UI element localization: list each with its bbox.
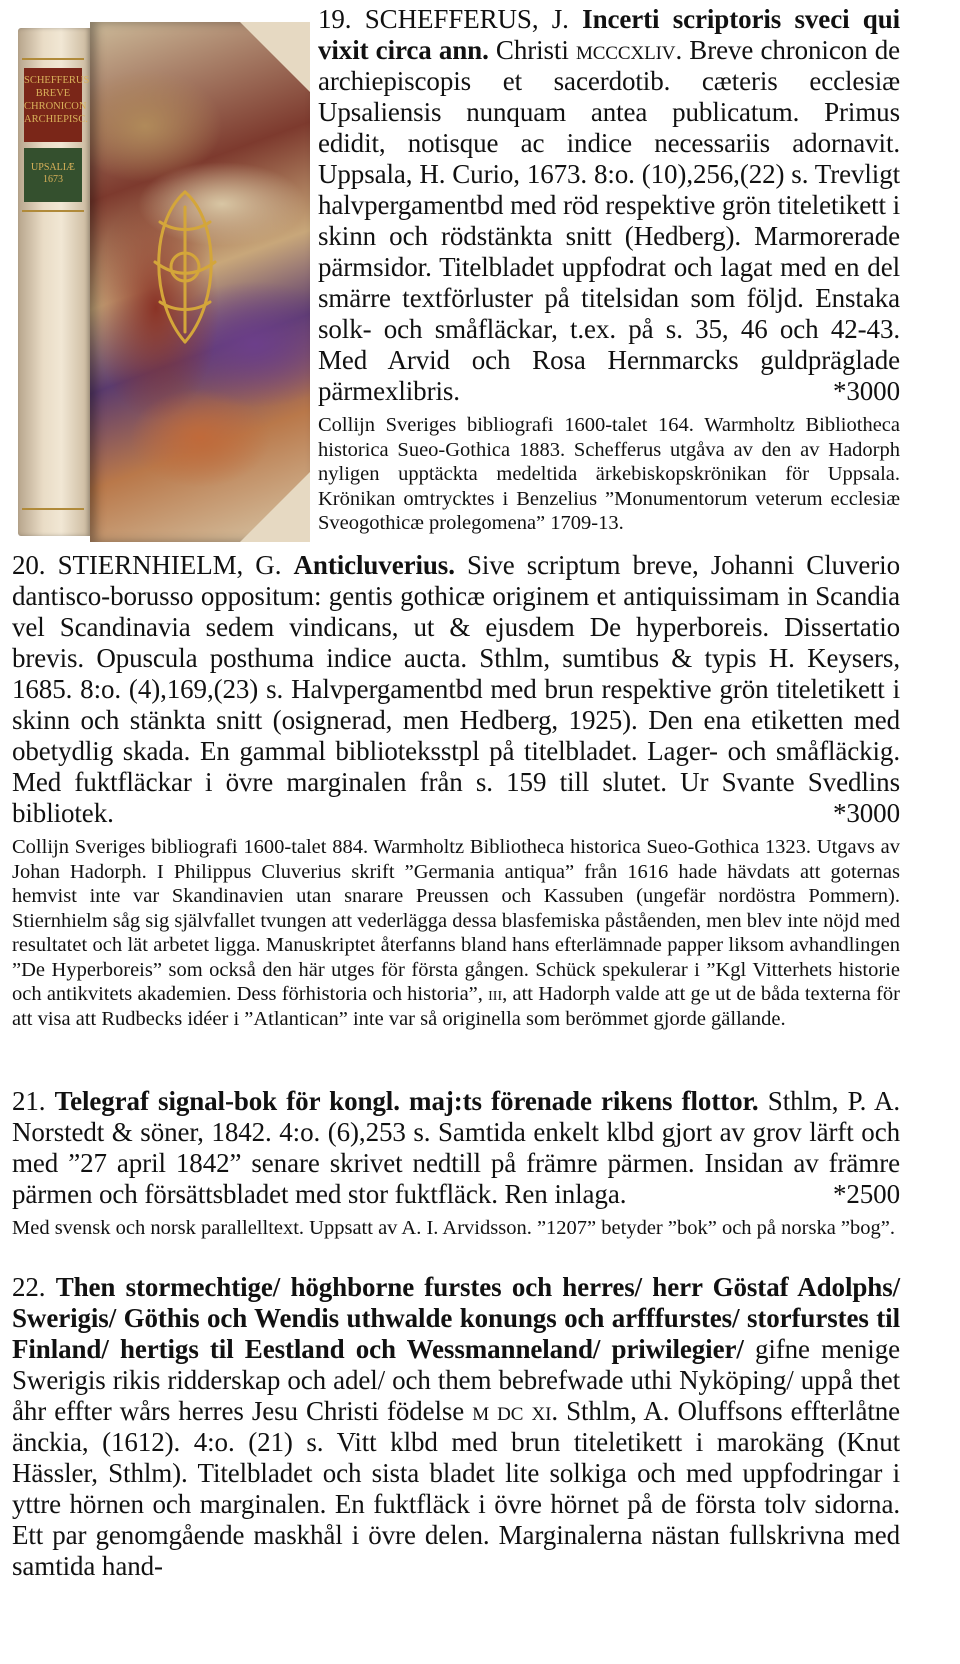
entry-price: *3000: [832, 376, 900, 406]
entry-main-text: [12, 1272, 900, 1582]
entry-number: 21.: [12, 1086, 46, 1116]
catalog-entry-20: [12, 550, 900, 1031]
entry-note-text: , att Hadorph valde att ge ut de båda texterna för att visa att Rudbecks idéer i ”Atlantican” inte var så originella som berömmet gjorde gällande.: [12, 983, 900, 1030]
entry-main-text: [12, 550, 900, 829]
entry-number: 22.: [12, 1272, 46, 1302]
spine-label-green: UPSALIÆ 1673: [24, 148, 82, 202]
spine-gilt-band: [22, 58, 84, 60]
entry-note: [12, 835, 900, 1031]
entry-title: Incerti scriptoris sveci qui vixit circa ann.: [318, 4, 901, 65]
entry-main-text: [318, 4, 900, 407]
entry-author: STIERNHIELM, G.: [57, 550, 282, 580]
gilt-exlibris-icon: [130, 182, 240, 352]
spine-gilt-band: [22, 508, 84, 510]
book-spine: [18, 28, 90, 536]
entry-roman-numeral: m dc xi: [472, 1396, 552, 1426]
entry-text: Christi: [488, 35, 576, 65]
entry-author: SCHEFFERUS, J.: [364, 4, 569, 34]
entry-note: Collijn Sveriges bibliografi 1600-talet 164. Warmholtz Bibliotheca historica Sueo-Gothica 1883. Schefferus utgåva av den av Hadorph nyligen upptäckta medeltida ärkebiskopskrönikan för Uppsala. Krönikan omtrycktes i Benzelius ”Monumentorum veterum ecclesiæ Sveogothicæ prolegomena” 1709-13.: [318, 414, 900, 534]
catalog-entry-19: [318, 4, 900, 536]
catalog-entry-22: [12, 1272, 900, 1582]
entry-note: Med svensk och norsk parallelltext. Uppsatt av A. I. Arvidsson. ”1207” betyder ”bok” och på norska ”bog”.: [12, 1217, 895, 1239]
entry-title: Telegraf signal-bok för kongl. maj:ts förenade rikens flottor.: [54, 1086, 759, 1116]
entry-note-text: Collijn Sveriges bibliografi 1600-talet 884. Warmholtz Bibliotheca historica Sueo-Gothica 1323. Utgavs av Johan Hadorph. I Philippus Cluverius skrift ”Germania antiqua” från 1616 hade hävdats att goternas hemvist inte var Skandinavien utan snarare Preussen och Kassuben (ungefär nordöstra Pommern). Stiernhielm såg sig självfallet tvungen att vederlägga dessa blasfemiska påståenden, men blev inte nöjd med resultatet och lät arbetet ligga. Manuskriptet återfanns bland hans efterlämnade papper liksom avhandlingen ”De Hyperboreis” som också den här utges för första gången. Schück spekulerar i ”Kgl Vitterhets historie och antikvitets akademien. Dess förhistoria och historia”,: [12, 836, 900, 1005]
entry-roman-numeral: iii: [488, 983, 503, 1005]
entry-text: . Sthlm, A. Oluffsons effterlåtne änckia, (1612). 4:o. (21) s. Vitt klbd med brun titeletikett i marokäng (Knut Hässler, Sthlm). Titelbladet och sista bladet lite solkiga och med uppfodringar i yttre hörnen och marginalen. En fuktfläck i övre hörnet på de första tolv sidorna. Ett par genomgående maskhål i övre delen. Marginalerna nästan fullskrivna med samtida hand-: [12, 1396, 901, 1581]
vellum-corner-bottom: [240, 472, 310, 542]
entry-title: Anticluverius.: [293, 550, 455, 580]
entry-number: 20.: [12, 550, 46, 580]
book-photo: [18, 22, 310, 542]
entry-text: Sthlm, P. A. Norstedt & söner, 1842. 4:o. (6),253 s. Samtida enkelt klbd gjort av grov lärft och med ”27 april 1842” senare skrivet nedtill på främre pärmen. Insidan av främre pärmen och försättsbladet med stor fuktfläck. Ren inlaga.: [12, 1086, 900, 1209]
catalog-entry-21: [12, 1086, 900, 1241]
entry-price: *2500: [832, 1179, 900, 1209]
entry-price: *3000: [832, 798, 900, 828]
entry-text: Sive scriptum breve, Johanni Cluverio dantisco-borusso oppositum: gentis gothicæ originem et antiquissimam in Scandia vel Scandinavia sedem vindicans, ut & ejusdem De hyperboreis. Dissertatio brevis. Opuscula posthuma indice aucta. Sthlm, sumtibus & typis H. Keysers, 1685. 8:o. (4),169,(23) s. Halvpergamentbd med brun respektive grön titeletikett i skinn och stänkta snitt (osignerad, men Hedberg, 1925). Den ena etiketten med obetydlig skada. En gammal biblioteksstpl på titelbladet. Lager- och småfläckig. Med fuktfläckar i övre marginalen från s. 159 till slutet. Ur Svante Svedlins bibliotek.: [12, 550, 900, 828]
entry-number: 19.: [318, 4, 352, 34]
spine-gilt-band: [22, 210, 84, 212]
entry-main-text: [12, 1086, 900, 1210]
entry-text: gifne menige Swerigis rikis ridderskap och adel/ och them bebrefwade uthi Nyköping/ uppå thet åhr effter wårs herres Jesu Christi födelse: [12, 1334, 900, 1426]
marbled-board: [90, 22, 310, 542]
entry-text: . Breve chronicon de archiepiscopis et sacerdotib. cæteris ecclesiæ Upsaliensis nunquam antea publicatum. Primus edidit, notisque ac indice necessariis adornavit. Uppsala, H. Curio, 1673. 8:o. (10),256,(22) s. Trevligt halvpergamentbd med röd respektive grön titeletikett i skinn och rödstänkta snitt (Hedberg). Marmorerade pärmsidor. Titelbladet uppfodrat och lagat med en del smärre textförluster på titelsidan som följd. Enstaka solk- och småfläckar, t.ex. på s. 35, 46 och 42-43. Med Arvid och Rosa Hernmarcks guldpräglade pärmexlibris.: [318, 35, 900, 406]
vellum-corner-top: [240, 22, 310, 92]
spine-label-red: SCHEFFERUS BREVE CHRONICON ARCHIEPISC.: [24, 68, 82, 142]
entry-roman-numeral: mcccxliv: [575, 35, 676, 65]
entry-title: Then stormechtige/ höghborne furstes och herres/ herr Göstaf Adolphs/ Swerigis/ Göthis och Wendis uthwalde konungs och arfffurstes/ storfurstes til Finland/ hertigs til Eestland och Wessmanneland/ priwilegier/: [12, 1272, 900, 1364]
